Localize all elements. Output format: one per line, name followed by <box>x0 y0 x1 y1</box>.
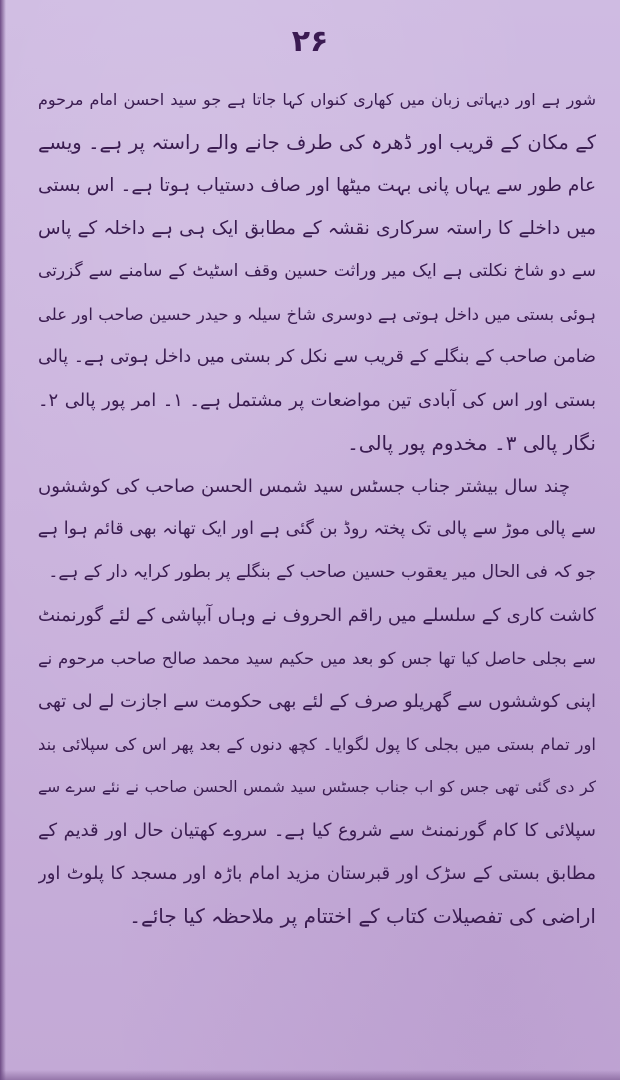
text-line: شور ہے اور دیہاتی زبان میں کھاری کنواں کہا جاتا ہے جو سید احسن امام مرحوم <box>38 90 596 109</box>
text-line: سے دو شاخ نکلتی ہے ایک میر وراثت حسین وقف اسٹیٹ کے سامنے سے گزرتی <box>38 261 596 281</box>
text-line: کے مکان کے قریب اور ڈھرہ کی طرف جانے والے راستہ پر ہے۔ ویسے <box>38 131 596 154</box>
text-line: اپنی کوششوں سے گھریلو صرف کے لئے بھی حکومت سے اجازت لے لی تھی <box>38 691 596 712</box>
text-line: کاشت کاری کے سلسلے میں راقم الحروف نے وہاں آبپاشی کے لئے گورنمنٹ <box>38 605 596 626</box>
text-line: سے پالی موڑ سے پالی تک پختہ روڈ بن گئی ہے اور ایک تھانہ بھی قائم ہوا ہے <box>38 519 596 539</box>
text-line: بستی اور اس کی آبادی تین مواضعات پر مشتمل ہے۔ ۱۔ امر پور پالی ۲۔ <box>38 390 596 411</box>
text-line: چند سال بیشتر جناب جسٹس سید شمس الحسن صاحب کی کوششوں <box>38 476 570 497</box>
text-line: اور تمام بستی میں بجلی کا پول لگوایا۔ کچھ دنوں کے بعد پھر اس کی سپلائی بند <box>38 735 596 754</box>
page-number: ۲۶ <box>291 24 329 59</box>
text-line: سپلائی کا کام گورنمنٹ سے شروع کیا ہے۔ سروے کھتیان حال اور قدیم کے <box>38 820 596 841</box>
text-line: ضامن صاحب کے بنگلے کے قریب سے نکل کر بستی میں داخل ہوتی ہے۔ پالی <box>38 347 596 367</box>
text-line: ہوئی بستی میں داخل ہوتی ہے دوسری شاخ سیلہ و حیدر حسین صاحب اور علی <box>38 305 596 324</box>
text-line: عام طور سے یہاں پانی بہت میٹھا اور صاف دستیاب ہوتا ہے۔ اس بستی <box>38 175 596 196</box>
text-line: جو کہ فی الحال میر یعقوب حسین صاحب کے بنگلے پر بطور کرایہ دار کے ہے۔ <box>48 562 596 582</box>
text-line: کر دی گئی تھی جس کو اب جناب جسٹس سید شمس الحسن صاحب نے نئے سرے سے <box>38 778 596 796</box>
text-line: مطابق بستی کے سڑک اور قبرستان مزید امام باڑہ اور مسجد کا پلوٹ اور <box>38 863 596 884</box>
text-line: میں داخلے کا راستہ سرکاری نقشہ کے مطابق ایک ہی ہے داخلہ کے پاس <box>38 218 596 239</box>
text-line: اراضی کی تفصیلات کتاب کے اختتام پر ملاحظہ کیا جائے۔ <box>129 904 596 928</box>
page-left-edge-shadow <box>0 0 6 1080</box>
text-line: سے بجلی حاصل کیا تھا جس کو بعد میں حکیم سید محمد صالح صاحب مرحوم نے <box>38 649 596 668</box>
body-text <box>38 78 596 938</box>
text-line: نگار پالی ۳۔ مخدوم پور پالی۔ <box>347 431 596 455</box>
page-bottom-edge-shadow <box>0 1070 620 1080</box>
